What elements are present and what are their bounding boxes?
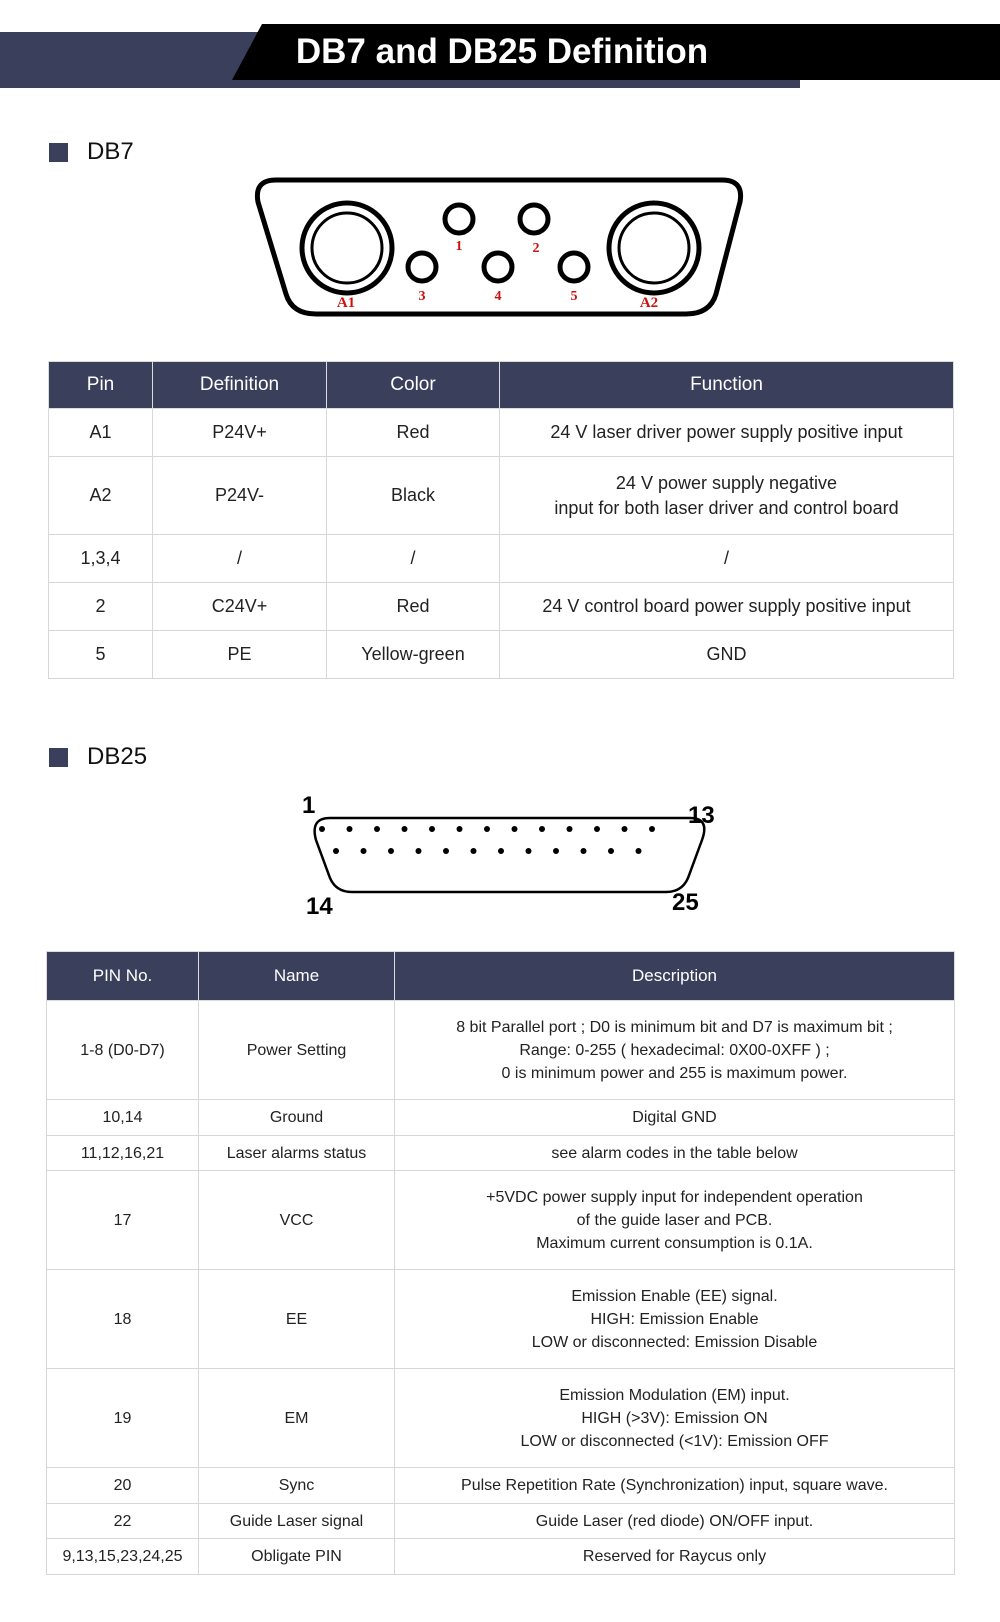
db7-label-2: 2 — [532, 241, 540, 256]
pin-cell: 2 — [49, 583, 153, 631]
name-cell: Obligate PIN — [199, 1539, 395, 1575]
db25-pin-16 — [388, 848, 394, 854]
db7-pin-a1-outer — [302, 203, 392, 293]
pin-cell: 11,12,16,21 — [47, 1136, 199, 1171]
db7-pin-a1-inner — [312, 213, 382, 283]
db25-pin-10 — [567, 826, 573, 832]
description-cell — [395, 1504, 955, 1539]
db7-pin-3 — [408, 253, 436, 281]
pin-cell: 9,13,15,23,24,25 — [47, 1539, 199, 1575]
description-line: HIGH: Emission Enable — [590, 1310, 759, 1328]
description-line: +5VDC power supply input for independent operation — [486, 1188, 863, 1206]
db7-label-a2: A2 — [639, 295, 659, 311]
db25-pin-9 — [539, 826, 545, 832]
function-cell — [500, 631, 954, 679]
color-cell: Black — [327, 457, 500, 535]
db25-pin-7 — [484, 826, 490, 832]
color-cell: Red — [327, 583, 500, 631]
db7-section-label: DB7 — [87, 138, 134, 165]
name-cell: VCC — [199, 1171, 395, 1270]
description-cell — [395, 1100, 955, 1136]
function-line: 24 V power supply negative — [615, 472, 838, 493]
description-line: Reserved for Raycus only — [582, 1548, 767, 1565]
db25-pin-8 — [512, 826, 518, 832]
db7-pin-5 — [560, 253, 588, 281]
color-cell: Yellow-green — [327, 631, 500, 679]
name-cell: Power Setting — [199, 1001, 395, 1100]
db25-section-heading — [49, 743, 147, 771]
color-cell: Red — [327, 409, 500, 457]
db25-section-label: DB25 — [87, 743, 148, 770]
description-cell — [395, 1270, 955, 1369]
function-cell — [500, 409, 954, 457]
db7-pin-a2-outer — [609, 203, 699, 293]
table-row — [47, 1468, 955, 1504]
db7-connector-diagram — [254, 176, 746, 318]
section-bullet-icon — [49, 748, 68, 767]
db25-pin-14 — [333, 848, 339, 854]
description-line: see alarm codes in the table below — [551, 1144, 798, 1162]
color-cell: / — [327, 535, 500, 583]
name-cell: Guide Laser signal — [199, 1504, 395, 1539]
description-line: of the guide laser and PCB. — [576, 1211, 773, 1229]
definition-cell: PE — [153, 631, 327, 679]
function-cell — [500, 583, 954, 631]
db25-pin-6 — [457, 826, 463, 832]
table-row — [49, 409, 954, 457]
table-row — [49, 457, 954, 535]
table-row — [47, 1100, 955, 1136]
description-line: Pulse Repetition Rate (Synchronization) input, square wave. — [461, 1477, 888, 1494]
db7-pin-a2-inner — [619, 213, 689, 283]
db25-pin-5 — [429, 826, 435, 832]
description-line: Maximum current consumption is 0.1A. — [536, 1234, 813, 1252]
db25-pin-24 — [608, 848, 614, 854]
table-row — [49, 583, 954, 631]
db25-pin-table — [46, 951, 955, 1575]
db25-header-name: Name — [199, 952, 395, 1001]
description-cell — [395, 1001, 955, 1100]
db7-header-pin: Pin — [49, 362, 153, 409]
header-banner — [0, 24, 1000, 88]
db7-label-1: 1 — [455, 239, 463, 254]
db7-header-definition: Definition — [153, 362, 327, 409]
definition-cell: P24V+ — [153, 409, 327, 457]
db25-label-13: 13 — [688, 802, 715, 829]
db25-pin-2 — [347, 826, 353, 832]
page-title: DB7 and DB25 Definition — [295, 32, 709, 71]
description-line: Digital GND — [632, 1109, 717, 1126]
db25-header-description: Description — [395, 952, 955, 1001]
db25-pin-1 — [319, 826, 325, 832]
description-cell — [395, 1136, 955, 1171]
db25-label-1: 1 — [302, 792, 316, 819]
pin-cell: 17 — [47, 1171, 199, 1270]
db25-pin-25 — [636, 848, 642, 854]
pin-cell: 1-8 (D0-D7) — [47, 1001, 199, 1100]
pin-cell: 1,3,4 — [49, 535, 153, 583]
db25-pin-19 — [471, 848, 477, 854]
name-cell: Sync — [199, 1468, 395, 1504]
table-row — [47, 1504, 955, 1539]
definition-cell: P24V- — [153, 457, 327, 535]
description-cell — [395, 1171, 955, 1270]
function-line: input for both laser driver and control board — [554, 497, 899, 518]
db7-header-function: Function — [500, 362, 954, 409]
db25-connector-shell — [315, 818, 705, 892]
table-row — [49, 631, 954, 679]
db25-pin-4 — [402, 826, 408, 832]
table-row — [47, 1136, 955, 1171]
pin-cell: 10,14 — [47, 1100, 199, 1136]
db25-pin-11 — [594, 826, 600, 832]
db25-pin-15 — [361, 848, 367, 854]
db7-label-3: 3 — [418, 289, 426, 304]
function-cell — [500, 535, 954, 583]
table-row — [47, 1171, 955, 1270]
description-line: 0 is minimum power and 255 is maximum power. — [501, 1064, 848, 1082]
db7-header-color: Color — [327, 362, 500, 409]
description-cell — [395, 1468, 955, 1504]
db7-table-header-row — [49, 362, 954, 409]
db25-header-pin: PIN No. — [47, 952, 199, 1001]
db25-pin-17 — [416, 848, 422, 854]
name-cell: Ground — [199, 1100, 395, 1136]
db25-connector-diagram — [290, 788, 730, 918]
pin-cell: 20 — [47, 1468, 199, 1504]
db7-pin-table — [48, 361, 954, 679]
db25-pin-22 — [553, 848, 559, 854]
function-line: / — [723, 548, 729, 568]
description-cell — [395, 1539, 955, 1575]
description-line: Emission Enable (EE) signal. — [571, 1287, 778, 1305]
description-cell — [395, 1369, 955, 1468]
pin-cell: A1 — [49, 409, 153, 457]
description-line: Range: 0-255 ( hexadecimal: 0X00-0XFF ) ; — [519, 1041, 830, 1059]
function-line: GND — [706, 644, 747, 664]
db7-pin-2 — [520, 205, 548, 233]
db25-pin-group — [319, 826, 655, 854]
db7-label-a1: A1 — [336, 295, 356, 311]
table-row — [47, 1270, 955, 1369]
table-row — [47, 1539, 955, 1575]
function-line: 24 V laser driver power supply positive input — [550, 422, 903, 442]
name-cell: EE — [199, 1270, 395, 1369]
db7-section-heading — [49, 138, 134, 166]
db25-pin-18 — [443, 848, 449, 854]
pin-cell: 5 — [49, 631, 153, 679]
definition-cell: C24V+ — [153, 583, 327, 631]
db25-pin-20 — [498, 848, 504, 854]
table-row — [47, 1001, 955, 1100]
description-line: 8 bit Parallel port ; D0 is minimum bit and D7 is maximum bit ; — [456, 1018, 893, 1036]
function-line: 24 V control board power supply positive input — [542, 596, 911, 616]
db25-pin-12 — [622, 826, 628, 832]
db7-pin-1 — [445, 205, 473, 233]
description-line: HIGH (>3V): Emission ON — [581, 1409, 768, 1427]
function-cell — [500, 457, 954, 535]
section-bullet-icon — [49, 143, 68, 162]
name-cell: Laser alarms status — [199, 1136, 395, 1171]
description-line: LOW or disconnected (<1V): Emission OFF — [520, 1432, 829, 1450]
db25-pin-3 — [374, 826, 380, 832]
pin-cell: 18 — [47, 1270, 199, 1369]
db7-pin-4 — [484, 253, 512, 281]
db25-pin-21 — [526, 848, 532, 854]
table-row — [49, 535, 954, 583]
description-line: LOW or disconnected: Emission Disable — [531, 1333, 818, 1351]
db25-label-14: 14 — [306, 893, 333, 918]
db7-label-4: 4 — [494, 289, 502, 304]
table-row — [47, 1369, 955, 1468]
db25-pin-23 — [581, 848, 587, 854]
db25-label-25: 25 — [672, 889, 699, 916]
pin-cell: 22 — [47, 1504, 199, 1539]
name-cell: EM — [199, 1369, 395, 1468]
db7-label-5: 5 — [570, 289, 578, 304]
description-line: Emission Modulation (EM) input. — [559, 1386, 790, 1404]
pin-cell: 19 — [47, 1369, 199, 1468]
definition-cell: / — [153, 535, 327, 583]
db25-pin-13 — [649, 826, 655, 832]
description-line: Guide Laser (red diode) ON/OFF input. — [535, 1512, 814, 1530]
db25-table-header-row — [47, 952, 955, 1001]
pin-cell: A2 — [49, 457, 153, 535]
